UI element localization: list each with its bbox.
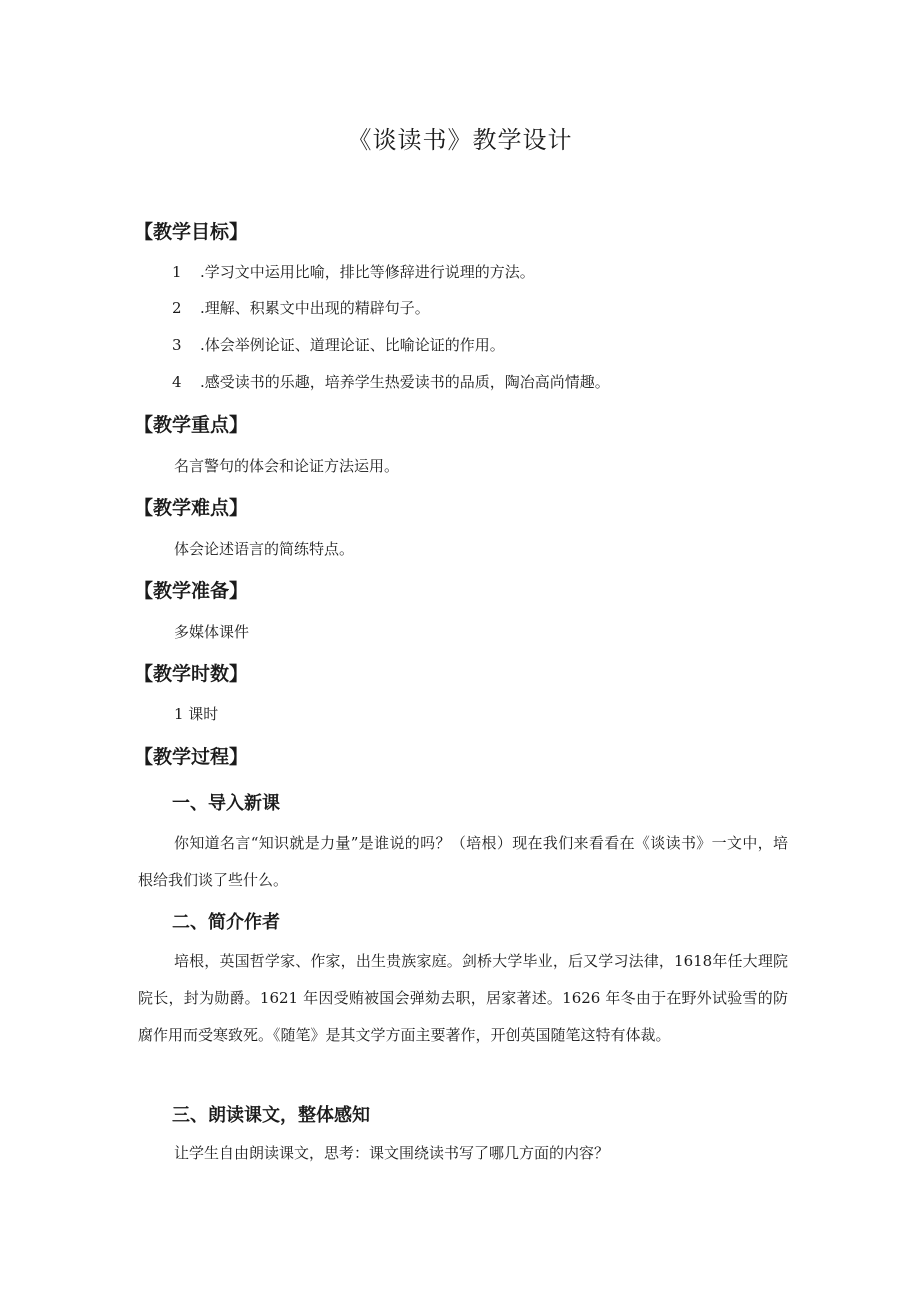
process-step-text: 你知道名言“知识就是力量”是谁说的吗？（培根）现在我们来看看在《谈读书》一文中，培根给我们谈了些什么。 xyxy=(138,834,788,889)
process-step-title: 一、导入新课 xyxy=(172,793,280,814)
objective-number: 2 xyxy=(172,299,182,317)
objectives-heading: 【教学目标】 xyxy=(134,221,249,243)
objective-number: 4 xyxy=(172,373,182,391)
difficulties-text: 体会论述语言的简练特点。 xyxy=(174,540,355,558)
difficulties-heading: 【教学难点】 xyxy=(134,497,249,519)
process-step-title: 二、简介作者 xyxy=(172,912,280,933)
document-title: 《谈读书》教学设计 xyxy=(347,126,573,154)
objective-text: .学习文中运用比喻，排比等修辞进行说理的方法。 xyxy=(200,263,535,281)
process-step-text: 让学生自由朗读课文，思考：课文围绕读书写了哪几方面的内容？ xyxy=(174,1144,610,1162)
objective-text: .感受读书的乐趣，培养学生热爱读书的品质，陶冶高尚情趣。 xyxy=(200,373,610,391)
process-step-text: 培根，英国哲学家、作家，出生贵族家庭。剑桥大学毕业，后又学习法律，1618年任大理院院长，封为勋爵。1621 年因受贿被国会弹劾去职，居家著述。1626 年冬由于在野外试验雪的防腐作用而受寒致死。《随笔》是其文学方面主要著作，开创英国随笔这特有体裁。 xyxy=(138,952,788,1044)
preparation-heading: 【教学准备】 xyxy=(134,580,249,602)
hours-text: 1 课时 xyxy=(174,705,219,723)
preparation-text: 多媒体课件 xyxy=(174,623,250,641)
objective-item xyxy=(172,334,505,355)
objective-item xyxy=(172,297,430,318)
objective-text: .理解、积累文中出现的精辟句子。 xyxy=(200,299,430,317)
objective-item xyxy=(172,371,610,392)
objective-item xyxy=(172,261,535,282)
process-heading: 【教学过程】 xyxy=(134,746,249,768)
objective-text: .体会举例论证、道理论证、比喻论证的作用。 xyxy=(200,336,505,354)
objective-number: 3 xyxy=(172,336,182,354)
process-step-title: 三、朗读课文，整体感知 xyxy=(172,1105,370,1126)
key-points-text: 名言警句的体会和论证方法运用。 xyxy=(174,457,400,475)
key-points-heading: 【教学重点】 xyxy=(134,414,249,436)
hours-heading: 【教学时数】 xyxy=(134,663,249,685)
objective-number: 1 xyxy=(172,263,182,281)
